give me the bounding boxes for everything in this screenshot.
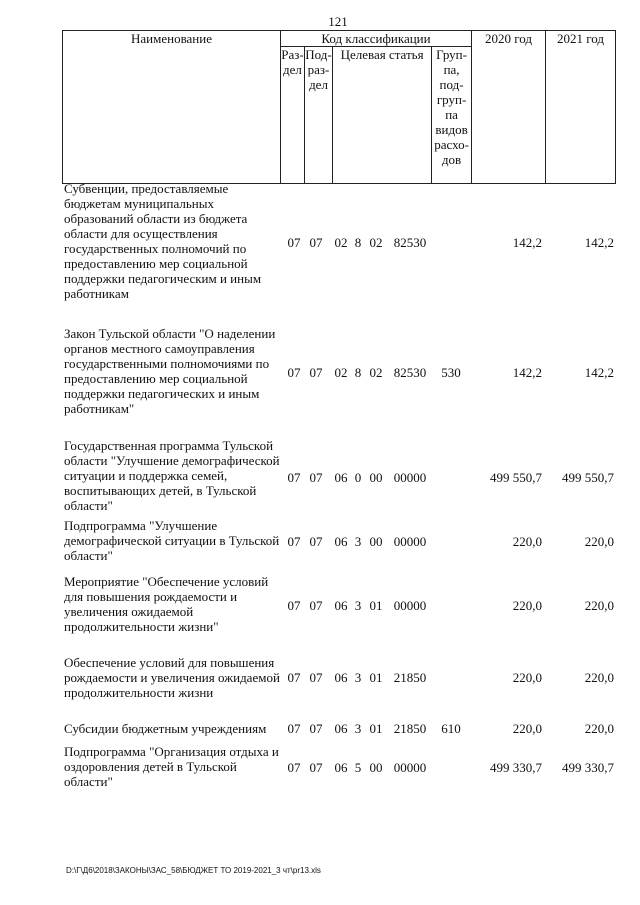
row-podrazdel: 07 xyxy=(309,721,323,736)
row-razdel: 07 xyxy=(287,598,301,613)
row-target-program: 06 xyxy=(334,598,348,613)
row-name: Субвенции, предоставляемые бюджетам муниципальных образований области из бюджета области для осуществления государственных полномочий по предоставлению мер социальной поддержки педагогическим и иным работникам xyxy=(64,181,262,301)
row-target-event: 00 xyxy=(369,470,383,485)
row-value-2020: 220,0 xyxy=(512,670,542,685)
row-target-subprogram: 8 xyxy=(354,235,362,250)
row-target-subprogram: 3 xyxy=(354,534,362,549)
row-value-2021: 499 330,7 xyxy=(562,760,614,775)
row-group: 610 xyxy=(441,721,461,736)
row-target-program: 06 xyxy=(334,470,348,485)
page-number: 121 xyxy=(328,14,348,29)
row-target-event: 02 xyxy=(369,365,383,380)
row-value-2020: 220,0 xyxy=(512,721,542,736)
row-target-direction: 21850 xyxy=(393,670,427,685)
row-target-program: 06 xyxy=(334,721,348,736)
row-target-direction: 82530 xyxy=(393,365,427,380)
row-target-subprogram: 3 xyxy=(354,721,362,736)
row-podrazdel: 07 xyxy=(309,670,323,685)
row-target-direction: 00000 xyxy=(393,534,427,549)
row-value-2021: 220,0 xyxy=(584,721,614,736)
row-razdel: 07 xyxy=(287,470,301,485)
row-value-2021: 220,0 xyxy=(584,598,614,613)
row-name: Государственная программа Тульской области "Улучшение демографической ситуации и поддержка семей, воспитывающих детей, в Тульской области" xyxy=(64,438,280,513)
header-target: Целевая статья xyxy=(333,47,432,184)
row-target-event: 00 xyxy=(369,534,383,549)
header-group: Груп- па, под- груп- па видов расхо- дов xyxy=(432,47,472,184)
row-target-direction: 82530 xyxy=(393,235,427,250)
row-target-direction: 21850 xyxy=(393,721,427,736)
row-target-program: 02 xyxy=(334,235,348,250)
row-value-2021: 499 550,7 xyxy=(562,470,614,485)
row-value-2020: 499 550,7 xyxy=(490,470,542,485)
row-target-event: 01 xyxy=(369,721,383,736)
header-year-2020: 2020 год xyxy=(472,31,546,184)
row-target-program: 06 xyxy=(334,534,348,549)
header-podrazdel: Под- раз- дел xyxy=(304,47,332,184)
row-target-direction: 00000 xyxy=(393,760,427,775)
row-target-event: 00 xyxy=(369,760,383,775)
row-value-2020: 142,2 xyxy=(512,365,542,380)
row-target-subprogram: 5 xyxy=(354,760,362,775)
row-value-2020: 220,0 xyxy=(512,598,542,613)
row-name: Обеспечение условий для повышения рождаемости и увеличения ожидаемой продолжительности жизни xyxy=(64,655,280,700)
header-name: Наименование xyxy=(63,31,281,184)
row-podrazdel: 07 xyxy=(309,365,323,380)
row-name: Мероприятие "Обеспечение условий для повышения рождаемости и увеличения ожидаемой продолжительности жизни" xyxy=(64,574,269,634)
row-razdel: 07 xyxy=(287,670,301,685)
row-name: Подпрограмма "Улучшение демографической ситуации в Тульской области" xyxy=(64,518,280,563)
row-target-subprogram: 3 xyxy=(354,598,362,613)
header-year-2021: 2021 год xyxy=(546,31,616,184)
row-value-2021: 220,0 xyxy=(584,670,614,685)
row-target-event: 01 xyxy=(369,670,383,685)
row-podrazdel: 07 xyxy=(309,470,323,485)
row-target-program: 02 xyxy=(334,365,348,380)
row-name: Закон Тульской области "О наделении органов местного самоуправления государственными полномочиями по предоставлению мер социальной поддержки педагогических и иным работникам" xyxy=(64,326,276,416)
row-value-2020: 220,0 xyxy=(512,534,542,549)
row-value-2020: 142,2 xyxy=(512,235,542,250)
row-target-program: 06 xyxy=(334,670,348,685)
row-razdel: 07 xyxy=(287,534,301,549)
row-razdel: 07 xyxy=(287,365,301,380)
row-target-direction: 00000 xyxy=(393,470,427,485)
row-value-2021: 142,2 xyxy=(584,235,614,250)
row-target-subprogram: 8 xyxy=(354,365,362,380)
row-target-subprogram: 0 xyxy=(354,470,362,485)
row-razdel: 07 xyxy=(287,235,301,250)
row-target-subprogram: 3 xyxy=(354,670,362,685)
row-podrazdel: 07 xyxy=(309,760,323,775)
row-target-direction: 00000 xyxy=(393,598,427,613)
row-podrazdel: 07 xyxy=(309,534,323,549)
table-header xyxy=(62,30,616,184)
row-value-2021: 142,2 xyxy=(584,365,614,380)
footer-file-path: D:\Г\Д6\2018\ЗАКОНЫ\ЗАС_58\БЮДЖЕТ ТО 2019-2021_3 чт\pr13.xls xyxy=(66,866,321,875)
row-podrazdel: 07 xyxy=(309,235,323,250)
row-target-event: 01 xyxy=(369,598,383,613)
row-group: 530 xyxy=(441,365,461,380)
row-name: Подпрограмма "Организация отдыха и оздоровления детей в Тульской области" xyxy=(64,744,279,789)
row-razdel: 07 xyxy=(287,721,301,736)
header-code: Код классификации xyxy=(281,31,472,47)
row-value-2021: 220,0 xyxy=(584,534,614,549)
row-name: Субсидии бюджетным учреждениям xyxy=(64,721,267,736)
row-target-program: 06 xyxy=(334,760,348,775)
header-razdel: Раз- дел xyxy=(281,47,305,184)
row-value-2020: 499 330,7 xyxy=(490,760,542,775)
row-podrazdel: 07 xyxy=(309,598,323,613)
row-razdel: 07 xyxy=(287,760,301,775)
row-target-event: 02 xyxy=(369,235,383,250)
